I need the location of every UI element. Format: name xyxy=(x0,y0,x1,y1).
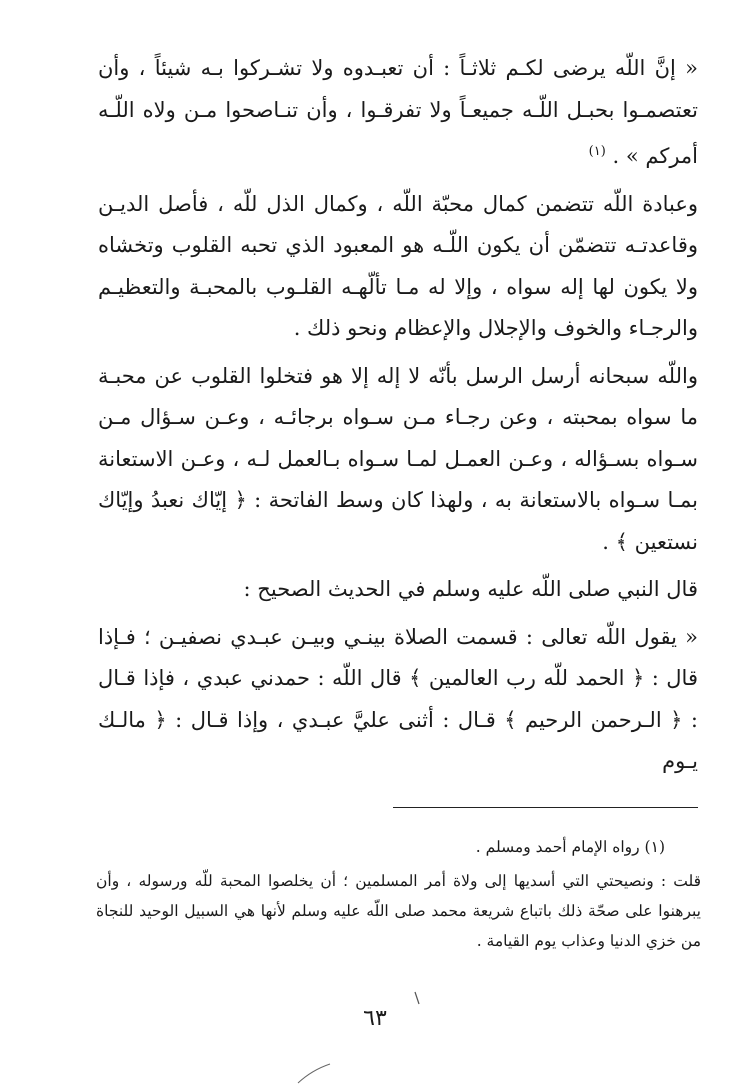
page-number: ٦٣ xyxy=(363,1006,387,1031)
paragraph-text: « إنَّ اللّه يرضى لكـم ثلاثـاً : أن تعبـدوه ولا تشـركوا بـه شيئاً ، وأن تعتصمـوا بحبـل اللّـه جميعـاً ولا تفرقـوا ، وأن تنـاصحوا مـن ولاه اللّـه أمركم » . xyxy=(98,56,698,168)
paragraph-messengers: واللّه سبحانه أرسل الرسل بأنّه لا إله إلا هو فتخلوا القلوب عن محبـة ما سواه بمحبته ، وعن رجـاء مـن سـواه برجائـه ، وعـن سـؤال مـن سـواه بسـؤاله ، وعـن العمـل لمـا سـواه بـالعمل لـه ، وعـن الاستعانة بمـا سـواه بالاستعانة به ، ولهذا كان وسط الفاتحة : ﴿ إيّاك نعبدُ وإيّاك نستعين ﴾ . xyxy=(98,363,698,554)
footnote-separator xyxy=(393,807,698,808)
footnotes xyxy=(96,832,701,956)
footnote-comment: قلت : ونصيحتي التي أسديها إلى ولاة أمر المسلمين ؛ أن يخلصوا المحبة للّه ورسوله ، وأن يبرهنوا على صحّة ذلك باتباع شريعة محمد صلى اللّه عليه وسلم لأنها هي السبيل الوحيد للنجاة من خزي الدنيا وعذاب يوم القيامة . xyxy=(96,872,701,950)
paragraph-hadith-three-things xyxy=(98,48,698,178)
footnote-source: (١) رواه الإمام أحمد ومسلم . xyxy=(475,838,665,856)
paragraph-hadith-intro: قال النبي صلى اللّه عليه وسلم في الحديث الصحيح : xyxy=(243,577,698,601)
footnote-reference: (١) xyxy=(588,144,606,159)
paragraph-hadith-qudsi: « يقول اللّه تعالى : قسمت الصلاة بينـي وبيـن عبـدي نصفيـن ؛ فـإذا قال : ﴿ الحمد للّه رب العالمين ﴾ قال اللّه : حمدني عبدي ، فإذا قـال : ﴿ الـرحمن الرحيم ﴾ قـال : أثنى عليَّ عبـدي ، وإذا قـال : ﴿ مالـك يـوم xyxy=(98,624,698,773)
main-text xyxy=(98,48,698,783)
paragraph-worship: وعبادة اللّه تتضمن كمال محبّة اللّه ، وكمال الذل للّه ، فأصل الديـن وقاعدتـه تتضمّن أن يكون اللّـه هو المعبود الذي تحبه القلوب وتخشاه ولا يكون لها إله سواه ، وإلا له مـا تألّهـه القلـوب بالمحبـة والتعظيـم والرجـاء والخوف والإجلال والإعظام ونحو ذلك . xyxy=(98,191,698,340)
